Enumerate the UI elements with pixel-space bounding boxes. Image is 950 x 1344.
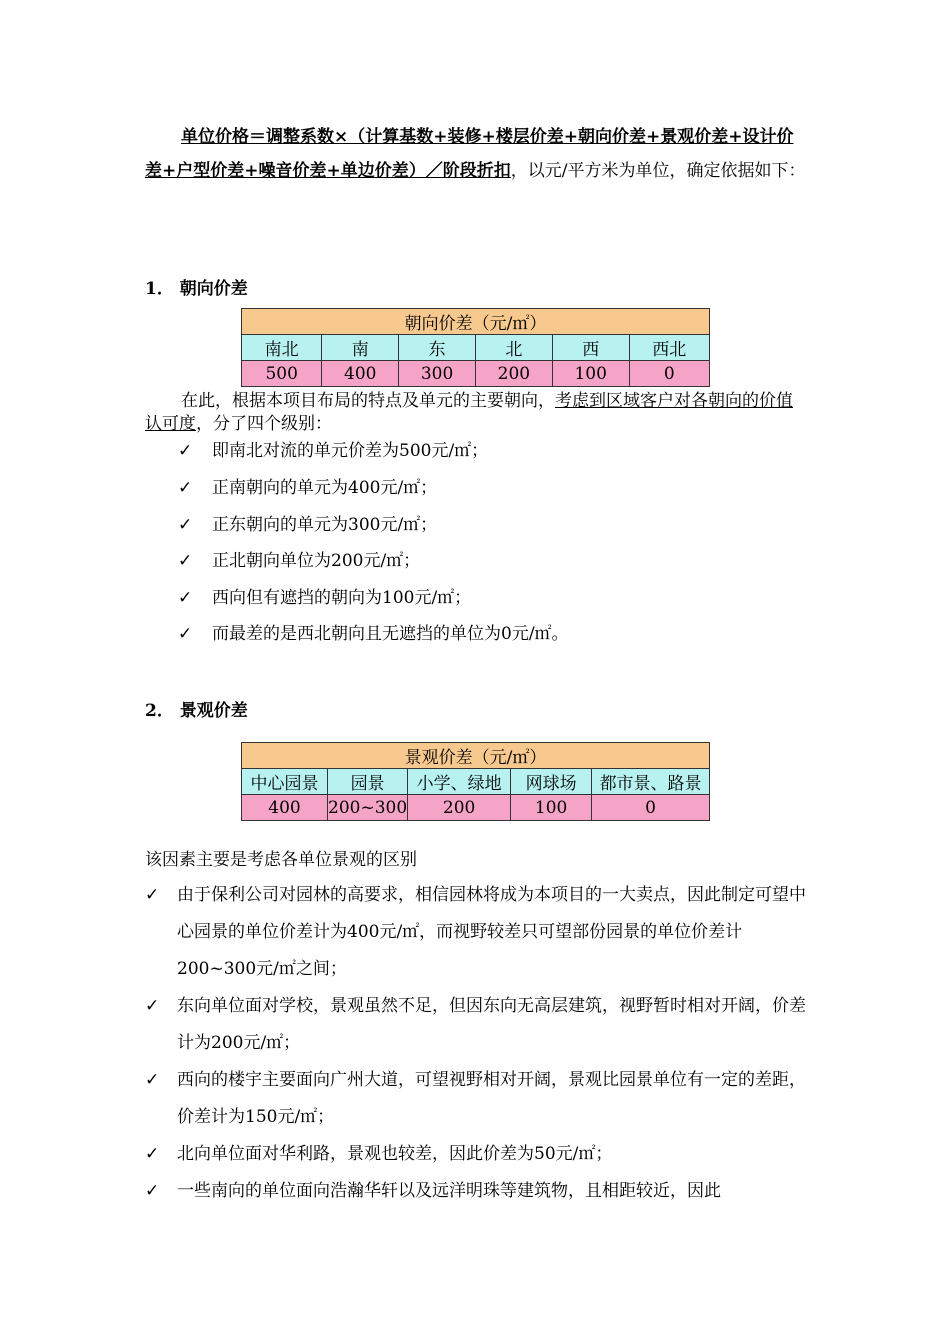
check-icon: ✓	[178, 588, 193, 608]
view-intro: 该因素主要是考虑各单位景观的区别	[145, 850, 417, 870]
check-icon: ✓	[178, 551, 193, 571]
list-item-text: 由于保利公司对园林的高要求，相信园林将成为本项目的一大卖点，因此制定可望中心园景的单位价差计为400元/㎡，而视野较差只可望部份园景的单位价差计200~300元/㎡之间；	[177, 885, 806, 979]
view-list	[145, 877, 807, 1210]
orientation-value: 300	[399, 361, 476, 387]
check-icon: ✓	[145, 1070, 160, 1090]
check-icon: ✓	[145, 1144, 160, 1164]
view-label: 园景	[328, 769, 408, 795]
view-value: 0	[592, 795, 710, 821]
list-item-text: 正东朝向的单元为300元/㎡；	[212, 515, 438, 535]
check-icon: ✓	[178, 624, 193, 644]
list-item	[145, 988, 807, 1062]
orientation-intro	[145, 390, 807, 436]
check-icon: ✓	[178, 478, 193, 498]
list-item	[145, 1136, 807, 1173]
view-label: 中心园景	[242, 769, 328, 795]
formula-rest: ，以元/平方米为单位，确定依据如下：	[510, 161, 806, 181]
check-icon: ✓	[178, 515, 193, 535]
list-item-text: 一些南向的单位面向浩瀚华轩以及远洋明珠等建筑物，且相距较近，因此	[177, 1181, 721, 1201]
view-value: 100	[511, 795, 592, 821]
list-item-text: 东向单位面对学校，景观虽然不足，但因东向无高层建筑，视野暂时相对开阔，价差计为200元/㎡；	[177, 996, 806, 1053]
orientation-label: 南北	[242, 335, 322, 361]
list-item-text: 正南朝向的单元为400元/㎡；	[212, 478, 438, 498]
orientation-price-table	[241, 308, 710, 387]
view-price-table	[241, 742, 710, 821]
list-item	[145, 877, 807, 988]
orientation-label: 北	[475, 335, 552, 361]
list-item	[145, 1062, 807, 1136]
view-label: 小学、绿地	[408, 769, 511, 795]
list-item-text: 而最差的是西北朝向且无遮挡的单位为0元/㎡。	[212, 624, 569, 644]
orientation-label: 南	[322, 335, 399, 361]
orientation-label: 西北	[629, 335, 709, 361]
check-icon: ✓	[145, 996, 160, 1016]
orientation-value: 500	[242, 361, 322, 387]
list-item	[145, 1173, 807, 1210]
formula-text: 单位价格＝调整系数×（计算基数+装修+楼层价差+朝向价差+景观价差+设计价差+户型价差+噪音价差+单边价差）／阶段折扣	[145, 127, 794, 181]
orientation-value: 100	[552, 361, 629, 387]
formula-paragraph	[145, 120, 807, 188]
orientation-label: 东	[399, 335, 476, 361]
list-item-text: 西向的楼宇主要面向广州大道，可望视野相对开阔，景观比园景单位有一定的差距，价差计为150元/㎡；	[177, 1070, 806, 1127]
section-title-orientation: 1． 朝向价差	[145, 279, 248, 299]
orientation-intro-text: 在此，根据本项目布局的特点及单元的主要朝向，	[181, 391, 555, 411]
check-icon: ✓	[178, 441, 193, 461]
list-item-text: 北向单位面对华利路，景观也较差，因此价差为50元/㎡；	[177, 1144, 613, 1164]
view-label: 网球场	[511, 769, 592, 795]
view-label: 都市景、路景	[592, 769, 710, 795]
orientation-value: 200	[475, 361, 552, 387]
orientation-table-header: 朝向价差（元/㎡）	[242, 309, 710, 335]
list-item-text: 西向但有遮挡的朝向为100元/㎡；	[212, 588, 472, 608]
orientation-intro-underlined: 考虑到区域客户对各朝向的价值认可度	[145, 391, 793, 434]
orientation-value: 0	[629, 361, 709, 387]
orientation-value: 400	[322, 361, 399, 387]
orientation-label: 西	[552, 335, 629, 361]
view-table-header: 景观价差（元/㎡）	[242, 743, 710, 769]
check-icon: ✓	[145, 885, 160, 905]
view-value: 200~300	[328, 795, 408, 821]
list-item-text: 即南北对流的单元价差为500元/㎡；	[212, 441, 489, 461]
section-title-view: 2． 景观价差	[145, 701, 248, 721]
view-value: 400	[242, 795, 328, 821]
view-value: 200	[408, 795, 511, 821]
check-icon: ✓	[145, 1181, 160, 1201]
orientation-intro-tail: ，分了四个级别：	[196, 414, 332, 434]
list-item-text: 正北朝向单位为200元/㎡；	[212, 551, 421, 571]
